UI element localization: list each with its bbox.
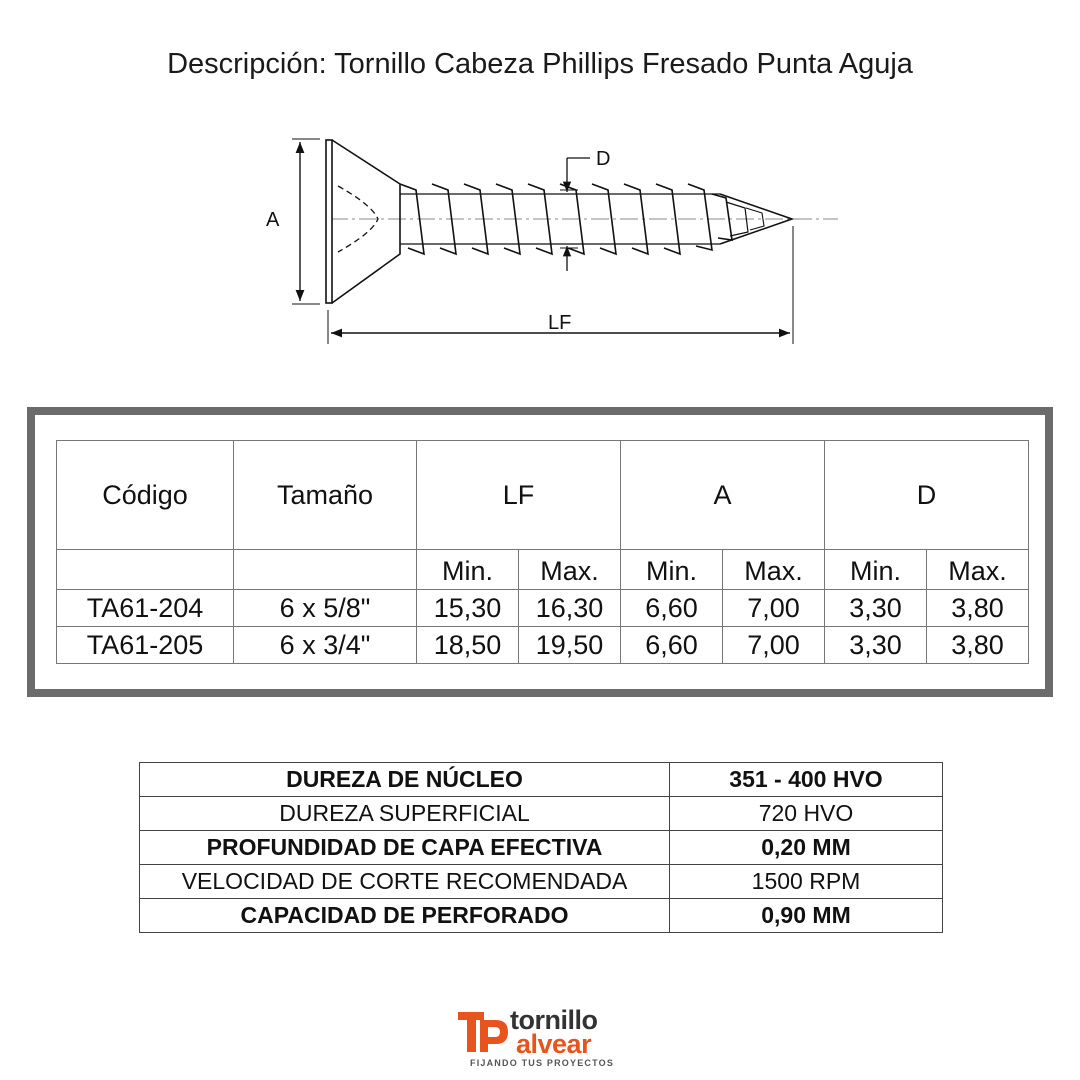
property-value: 0,20 MM xyxy=(670,831,943,865)
spec-table xyxy=(56,440,1029,664)
cell-a-max: 7,00 xyxy=(723,627,825,664)
screw-head-face xyxy=(326,140,332,303)
property-label: PROFUNDIDAD DE CAPA EFECTIVA xyxy=(140,831,670,865)
property-value: 1500 RPM xyxy=(670,865,943,899)
dimension-a-label: A xyxy=(266,209,280,231)
logo-tagline: FIJANDO TUS PROYECTOS xyxy=(470,1058,615,1068)
cell-a-max: 7,00 xyxy=(723,590,825,627)
subheader-a-min: Min. xyxy=(621,550,723,590)
logo-mark-icon xyxy=(458,1010,514,1054)
cell-lf-min: 15,30 xyxy=(417,590,519,627)
header-lf: LF xyxy=(417,441,621,550)
screw-diagram xyxy=(0,120,1080,360)
subheader-a-max: Max. xyxy=(723,550,825,590)
logo-word-tornillo: tornillo xyxy=(510,1005,598,1035)
subheader-empty xyxy=(234,550,417,590)
subheader-d-max: Max. xyxy=(927,550,1029,590)
property-value: 351 - 400 HVO xyxy=(670,763,943,797)
cell-a-min: 6,60 xyxy=(621,590,723,627)
cell-d-max: 3,80 xyxy=(927,590,1029,627)
cell-tamano: 6 x 3/4" xyxy=(234,627,417,664)
cell-tamano: 6 x 5/8" xyxy=(234,590,417,627)
property-row xyxy=(140,865,943,899)
logo-word-alvear: alvear xyxy=(516,1029,592,1059)
property-value: 0,90 MM xyxy=(670,899,943,933)
property-label: DUREZA DE NÚCLEO xyxy=(140,763,670,797)
cell-d-min: 3,30 xyxy=(825,590,927,627)
cell-d-max: 3,80 xyxy=(927,627,1029,664)
cell-d-min: 3,30 xyxy=(825,627,927,664)
subheader-lf-min: Min. xyxy=(417,550,519,590)
property-label: DUREZA SUPERFICIAL xyxy=(140,797,670,831)
property-label: VELOCIDAD DE CORTE RECOMENDADA xyxy=(140,865,670,899)
cell-a-min: 6,60 xyxy=(621,627,723,664)
header-d: D xyxy=(825,441,1029,550)
property-row xyxy=(140,831,943,865)
subheader-lf-max: Max. xyxy=(519,550,621,590)
subheader-d-min: Min. xyxy=(825,550,927,590)
property-value: 720 HVO xyxy=(670,797,943,831)
table-row xyxy=(57,627,1029,664)
header-codigo: Código xyxy=(57,441,234,550)
cell-codigo: TA61-205 xyxy=(57,627,234,664)
property-row xyxy=(140,763,943,797)
cell-lf-min: 18,50 xyxy=(417,627,519,664)
dimension-d-label: D xyxy=(596,148,611,170)
cell-lf-max: 16,30 xyxy=(519,590,621,627)
page-title: Descripción: Tornillo Cabeza Phillips Fresado Punta Aguja xyxy=(167,48,913,80)
cell-lf-max: 19,50 xyxy=(519,627,621,664)
property-label: CAPACIDAD DE PERFORADO xyxy=(140,899,670,933)
cell-codigo: TA61-204 xyxy=(57,590,234,627)
properties-table xyxy=(139,762,943,933)
header-a: A xyxy=(621,441,825,550)
screw-head xyxy=(332,140,400,303)
subheader-empty xyxy=(57,550,234,590)
property-row xyxy=(140,899,943,933)
header-tamano: Tamaño xyxy=(234,441,417,550)
table-row xyxy=(57,590,1029,627)
dimension-lf-label: LF xyxy=(548,312,572,334)
property-row xyxy=(140,797,943,831)
brand-logo xyxy=(458,1006,628,1068)
